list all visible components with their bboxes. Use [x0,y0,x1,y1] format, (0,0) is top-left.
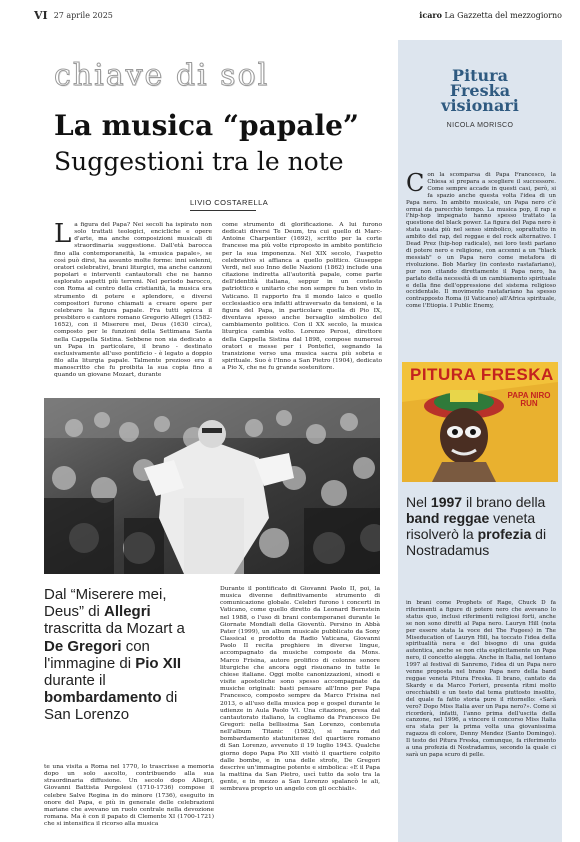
article-column-2 [222,222,382,372]
page-number: VI [34,8,48,22]
album-poster [402,362,558,482]
pullquote-text: durante il [44,672,106,690]
pullquote-emphasis: band reggae [406,510,490,526]
sidebar-title-line: Pitura [452,66,508,85]
section-kicker: chiave di sol [54,58,270,93]
publication-title: icaro [419,10,442,20]
article-dropcap: L [54,219,72,249]
pullquote-emphasis: De Gregori [44,637,122,655]
pullquote-text: con l'immagine di [44,637,150,672]
sidebar-column-1-text: on la scomparsa di Papa Francesco, la Chiesa si prepara a scegliere il successore. Come sempre accade in questi casi, però, si fa spazio anche questa volta l'idea di un Papa nero. In ambito musicale, un Papa nero c'è ormai da parecchio tempo. La musica pop, il rap e l'hip-hop impegnato hanno spesso trattato la questione del black power. La figura del Papa nero è stata usata più nel senso simbolico, soprattutto in ambito del rap, del reggae e del rock alternativo. I Dead Prez (hip-hop radicale), nei loro testi parlano di potere nero e religione, con accenni a un "black messiah" o un Papa nero come metafora di rivoluzione. Bob Marley (in contesto rastafariano), pur non citando direttamente il Papa nero, ha parlato della necessità di un cambiamento spirituale e della fine dell'oppressione del sistema religioso occidentale. Il movimento rastafariano ha spesso contrapposto Roma (il Vaticano) all'Africa spirituale, come l'Etiopia. I Public Enemy, [406,172,556,310]
article-photo [44,398,380,574]
article-column-1 [54,219,212,379]
article-column-3 [44,764,214,828]
publication-name [419,10,562,20]
article-column-4-text: Durante il pontificato di Giovanni Paolo II, poi, la musica divenne definitivamente strumento di comunicazione globale. Celebri furono i concerti in Vaticano, come quello diretto da Leonard Bernstein nel 1988, o l'uso di brani contemporanei durante le Giornate Mondiali della Gioventù. Persino in Abbà Pater (1999), un album musicale pubblicato da Sony Classical e prodotto da Radio Vaticana, Giovanni Paolo II recita preghiere in diverse lingue, accompagnato da musiche composte da Mons. Marco Frisina, autore prolifico di colonne sonore liturgiche che ancora oggi risuonano in tutte le chiese italiane. Oggi molte canonizzazioni, sinodi e visite apostoliche sono spesso accompagnate da musiche originali: basti pensare all'Inno per Papa Francesco, composto sempre da Marco Frisina nel 2013, o all'uso della musica pop e gospel durante le udienze in Aula Paolo VI. Una citazione, presa dal cantautorato italiano, la cogliamo da Francesco De Gregori: nella bellissima San Lorenzo, contenuta nell'album Titanic (1982), si narra del bombardamento statunitense del quartiere romano di San Lorenzo, avvenuto il 19 luglio 1943. Qualche giorno dopo Papa Pio XII visitò il quartiere colpito dalle bombe, e in una delle strofe, De Gregori descrive un'immagine potente e simbolica: «E il Papa la mattina da San Pietro, uscì tutto da solo tra la gente, e in mezzo a San Lorenzo spalancò le ali, sembrava proprio un angelo con gli occhiali». [220,586,380,793]
article-pullquote [44,586,194,724]
poster-subtitle: PAPA NIRO RUN [507,391,551,408]
pullquote-text: il brano della [462,494,546,510]
article-column-3-text: te una visita a Roma nel 1770, lo trascrisse a memoria dopo un solo ascolto, contribuendo alla sua straordinaria diffusione. Un secolo dopo Allegri, Giovanni Battista Pergolesi (1710-1736) compose il celebre Salve Regina in do minore (1736), eseguito in onore del Papa, e più in generale delle celebrazioni mariane che avevano un ruolo centrale nella devozione romana. Ma è con il papato di Clemente XI (1700-1721) che si intensifica il ricorso alla musica [44,764,214,828]
page-header [34,8,562,22]
photo-crowd-illustration [44,398,380,574]
sidebar-title-line: Freska [449,81,511,100]
article-column-1-text: a figura del Papa? Nei secoli ha ispirato non solo trattati teologici, encicliche e opere d'arte, ma anche composizioni musicali di straordinaria suggestione. Dall'età barocca fino alla contemporaneità, la «musica papale», se così può dirsi, ha assunto molte forme: inni solenni, oratori celebrativi, brani liturgici, ma anche canzoni popolari e interventi cantautorali che ne hanno esplorato aspetti più terreni. Nel periodo barocco, con Roma al centro della cristianità, la musica era strumento di potere e splendore, e diversi compositori furono chiamati a creare opere per celebrare la figura papale. Fra tutti spicca il presbitero e cantore romano Gregorio Allegri (1582-1652), con il Miserere mei, Deus (1630 circa), composto per le funzioni della Settimana Santa nella Cappella Sistina. Sebbene non sia dedicato a un Papa in particolare, il brano - destinato esclusivamente all'uso pontificio - è legato a doppio filo alla liturgia papale. Talmente prezioso era il manoscritto che fu proibita la sua copia fino a quando un giovane Mozart, durante [54,222,212,379]
sidebar-dropcap: C [406,169,425,197]
pullquote-text: Dal “Miserere mei, Deus” di [44,586,167,621]
byline-rule [190,210,256,211]
publication-tagline: La Gazzetta del mezzogiorno [444,11,562,20]
sidebar-column-1 [406,169,556,310]
pullquote-emphasis: Pio XII [135,654,182,672]
sidebar-title-line: visionari [441,96,519,115]
pullquote-emphasis: profezia [477,526,532,542]
pullquote-text: di San Lorenzo [44,689,178,724]
pullquote-emphasis: 1997 [430,494,463,510]
article-column-2-text: come strumento di glorificazione. A lui furono dedicati diversi Te Deum, tra cui quello di Marc-Antoine Charpentier (1692), scritto per la corte francese ma più volte riproposto in ambito pontificio per la sua imponenza. Nel XIX secolo, l'aspetto celebrativo si affianca a quello politico. Giuseppe Verdi, nel suo Inno delle Nazioni (1862) include una citazione indiretta all'autorità papale, come parte dell'identità italiana, seppur in un contesto patriottico e unitario che non sempre fu ben visto in Vaticano. Il rapporto fra il mondo laico e quello ecclesiastico era infatti attraversato da tensioni, e la figura del Papa, in particolare quella di Pio IX, diventava spesso anche bersaglio simbolico del cambiamento politico. Con il XX secolo, la musica liturgica cambia volto. Lorenzo Perosi, direttore della Cappella Sistina dal 1898, compose numerosi oratori e messe per i Pontefici, segnando la transizione verso una musica sacra più sobria e spirituale. Suo è l'Inno a San Pietro (1904), dedicato a Pio X, che ne fu grande sostenitore. [222,222,382,372]
page-date: 27 aprile 2025 [53,10,113,20]
poster-title: PITURA FRESKA [410,365,554,384]
sidebar-column-2-text: in brani come Prophets of Rage, Chuck D fa riferimenti a figure di potere nero che avevano lo status quo, inclusi riferimenti religiosi forti, anche se non sono diretti al Papa nero. Lauryn Hill (nota per essere stata la voce dei The Fugees) in The Miseducation of Lauryn Hill, ha toccato l'idea della spiritualità nera e del bisogno di una guida autentica, anche se non cita esplicitamente un Papa nero, il concetto aleggia. Anche in Italia, nel lontano 1997 al festival di Sanremo, l'idea di un Papa nero venne proposta nel brano Papa nero della band reggae veneta Pitura Freska. Il brano, cantato da Skardy e da Marco Forieri, presenta ritmi molto orecchiabili e un testo dal tema piuttosto insolito, del quale fa fatto storia pure il ritornello: «Sarà vero? Dopo Miss Italia aver un Papa nero?». Come si ricorderà, infatti, l'anno prima dell'uscita della canzone, nel 1996, a vincere il concorso Miss Italia era stata per la prima volta una giovanissima ragazza di colore, Denny Mendez (Santo Domingo). Il testo dei Pitura Freska, comunque, fa riferimento a una profezia di Nostradamus, secondo la quale ci sarà un papa scuro di pelle. [406,600,556,758]
pullquote-text: di Nostradamus [406,526,547,558]
article-headline: La musica “papale” [54,109,360,142]
pullquote-text: veneta risolverò la [406,510,536,542]
sidebar-pullquote [406,494,558,558]
sidebar-column-2 [406,600,556,759]
pullquote-text: trascritta da Mozart a [44,620,185,638]
pullquote-text: Nel [406,494,431,510]
article-byline: LIVIO COSTARELLA [190,198,269,207]
sidebar-byline: NICOLA MORISCO [446,122,514,129]
sidebar-title [398,68,562,113]
article-deck: Suggestioni tra le note [54,147,344,176]
pullquote-emphasis: Allegri [104,603,151,621]
article-column-4 [220,586,380,794]
pullquote-emphasis: bombardamento [44,689,162,707]
